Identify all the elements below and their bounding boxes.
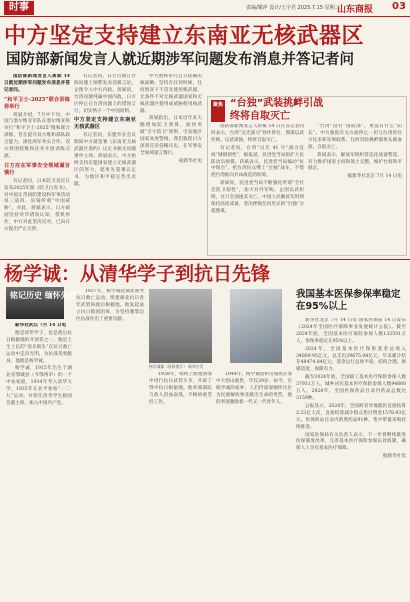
portrait-caption: 杨学诚像（资料照片） 新华社发 bbox=[149, 364, 204, 369]
article3-body-5: 国家医保局有关负责人表示，下一步将继续推进医保制度改革，完善基本医疗保险参保长效机制，确保人人享有基本医疗保障。 bbox=[296, 432, 406, 452]
article2-byline: 新华社武汉 7月 14 日电 bbox=[15, 323, 67, 328]
portrait-photo bbox=[149, 289, 212, 363]
focus-column-1 bbox=[211, 124, 304, 252]
article2-body-3: 1937年，杨学诚赴湖北领导抗日救亡运动，组建湖北抗日青年武装和敌后根据地。他发起成立抗日救国团体，为坚持豫鄂边区抗战作出了重要贡献。 bbox=[76, 289, 144, 322]
article2-column-2 bbox=[76, 289, 144, 598]
focus-body-2: 有记者问，台湾“汉光 41 号”演习宣扬“城镇韧性”，据报道，民进党当局拟扩大民防动员规模。蒋斌表示，民进党当局煽动“抗中保台”，把台湾民众绑上“台独”战车，不惜把台湾推向兵凶战危的险境。 bbox=[211, 145, 304, 179]
section-divider bbox=[0, 259, 410, 260]
article1-credit: 据新华社电 bbox=[179, 158, 202, 164]
article3-body-3: 截至2024年底，全国职工基本医疗保险参保人数37931万人，城乡居民基本医疗保险参保人数94660万人。2024年，全国医保药品目录内药品总数达3159种。 bbox=[296, 375, 406, 401]
article1-intro: 国防部新闻发言人蒋斌 14 日就近期涉军问题发布消息并答记者问。 bbox=[4, 74, 70, 93]
article3-body bbox=[296, 318, 406, 598]
focus-title-line-2: 终将自取灭亡 bbox=[230, 111, 290, 122]
section5-body: 中方始终奉行自卫防御的核战略，坚持在任何时候、任何情况下不首先使用核武器，无条件不对无核武器国家和无核武器区使用或威胁使用核武器。 bbox=[140, 74, 202, 114]
article1-subhead: 国防部新闻发言人就近期涉军问题发布消息并答记者问 bbox=[6, 52, 354, 68]
article2-column-4 bbox=[216, 372, 292, 598]
article1-column-3 bbox=[140, 74, 202, 256]
focus-credit: 据新华社北京 7月 14 日电 bbox=[347, 174, 402, 180]
article2-column-1 bbox=[6, 323, 72, 598]
memorial-banner-caption: 铭记历史 缅怀先烈 bbox=[10, 290, 77, 300]
article3-title: 我国基本医保参保率稳定在95%以上 bbox=[296, 289, 401, 312]
article3-credit: 据新华社电 bbox=[383, 454, 406, 460]
article1-headline: 中方坚定支持建立东南亚无核武器区 bbox=[4, 24, 365, 49]
article3-body-2: 2024年，全国基本医疗保险基金总收入34809.95亿元，总支出29675.98亿元，年末累计结存48474.84亿元，基金运行总体平稳、结构合理、规模适度、保障有力。 bbox=[296, 346, 406, 373]
article2-column-3 bbox=[149, 372, 212, 598]
section2-body: 有记者问，日本防卫省近日发布2025年版《防卫白皮书》，对中国正常国防建设和军事活动说三道四，渲染所谓“中国威胁”。对此，蒋斌表示，日方顽固坚持对华错误认知，借机炒作，中方对此坚决反对，已向日方提出严正交涉。 bbox=[4, 178, 70, 233]
article2-body-5: 1944年，杨学诚因积劳成疾在鄂中大悟山逝世，年仅29岁。如今，在杨学诚的家乡，人们仍深深缅怀这位为民族解放事业献出生命的英烈，他的事迹激励着一代又一代青年人。 bbox=[216, 372, 292, 405]
section1-title: “和平卫士-2025”联合训练将举行 bbox=[4, 96, 70, 110]
page-number: 03 bbox=[392, 1, 406, 12]
focus-title bbox=[230, 97, 323, 123]
article2-title: 杨学诚：从清华学子到抗日先锋 bbox=[4, 263, 271, 285]
header-meta: 责编/耀萍 设计/王宇君 2025.7.15 星期二 bbox=[246, 5, 340, 11]
section3-body: 有记者问，日方近期在台海问题上频繁发表消极言论，企图介入中方内政。蒋斌说，台湾问题纯属中国内政，日方应停止在台湾问题上的错误言行，切实恪守一个中国原则。 bbox=[74, 74, 136, 114]
section2-title: 日方应在军事安全领域谨言慎行 bbox=[4, 162, 70, 176]
article2-body-2: 杨学诚，1915年出生于湖北省鄂城县（今鄂州市）的一个中农家庭，1934年考入清华大学，1935年在北平参加“一二·九”运动，并担任清华学生救国会副主席，加入中国共产党。 bbox=[6, 366, 72, 406]
soldier-photo bbox=[230, 289, 282, 363]
article3-body-1: 新华社北京 7月 14 日电 国家医保局 14 日发布《2024年全国医疗保障事业发展统计公报》。截至2024年底，全国基本医疗保险参保人数132591万人，参保率稳定在95%以上。 bbox=[296, 318, 406, 344]
paper-name: 山东商报 bbox=[337, 5, 374, 15]
focus-body-4: “台湾”没有“国防部”，更没有什么“防长”。中方敦促有关方面停止一切与台湾的官方往来和军事联系。任何冒险挑衅都将头破血流、自取灭亡。 bbox=[308, 124, 402, 150]
section-tag: 时事 bbox=[4, 1, 34, 15]
focus-column-2 bbox=[308, 124, 402, 252]
focus-title-line-1: “台独”武装挑衅引战 bbox=[230, 98, 324, 109]
article2-body-4: 1938年，组织上派他到鄂中进行抗日武装斗争，开辟了鄂中抗日根据地。他率领部队与敌人浴血奋战，不顾病重坚持工作。 bbox=[149, 372, 212, 405]
section6-body: 蒋斌指出，日本近年来大幅增加防卫预算，加快突破“专守防卫”原则，引发地区国家高度警惕。我们敦促日方深刻反省侵略历史，在军事安全领域谨言慎行。 bbox=[140, 116, 202, 156]
section4-body: 有记者问，东盟外长会议期间中方就签署《东南亚无核武器区条约》议定书相关问题重申立场。蒋斌表示，中方始终支持东盟国家建立无核武器区的努力，愿率先签署议定书，为地区和平稳定作出贡献。 bbox=[74, 133, 136, 187]
article1-column-1 bbox=[4, 74, 70, 256]
focus-tag: 聚焦 bbox=[211, 100, 225, 122]
article2-body-1: 他是清华学子，也是敌后抗日根据地的开创者之一，他是土生土长的“南京街头”在抗日救亡运动中走向光明，为抗战英勇献身。他就是杨学诚。 bbox=[6, 330, 72, 364]
focus-body-3: 蒋斌说，民进党当局不断强化所谓“全社会防卫韧性”，加大对外军购，企图以武拒统，这只会加速其灭亡。中国人民解放军时刻保持高度戒备，坚决挫败任何形式的“台独”分裂图谋。 bbox=[211, 181, 304, 214]
article3-body-4: 公报显示，2024年，全国跨省异地就医直接结算2.33亿人次，直接结算减少群众垫付资金1578.93亿元。医保药品目录内新增药品91种，集中带量采购持续推进。 bbox=[296, 403, 406, 430]
section1-body: 蒋斌介绍，7月中下旬，中国与塞尔维亚军队在塞尔维亚将举行“和平卫士-2025”维和联合训练，旨在提升双方维和部队联合能力，深化两军务实合作。双方将围绕维和任务开展训练交流。 bbox=[4, 112, 70, 159]
focus-body-1: 国防部新闻发言人蒋斌 14 日在答记者问时表示，台湾“汉光演习”炒作涉台，图谋以武拒统、以武谋独，终将自取灭亡。 bbox=[211, 124, 304, 143]
focus-body-5: 蒋斌表示，解放军组织常态化战备警巡，有力维护国家主权和领土完整，维护台海和平稳定。 bbox=[308, 152, 402, 172]
page-header bbox=[0, 0, 410, 17]
article1-column-2 bbox=[74, 74, 136, 256]
section4-title: 中方坚定支持建立东南亚无核武器区 bbox=[74, 117, 136, 131]
